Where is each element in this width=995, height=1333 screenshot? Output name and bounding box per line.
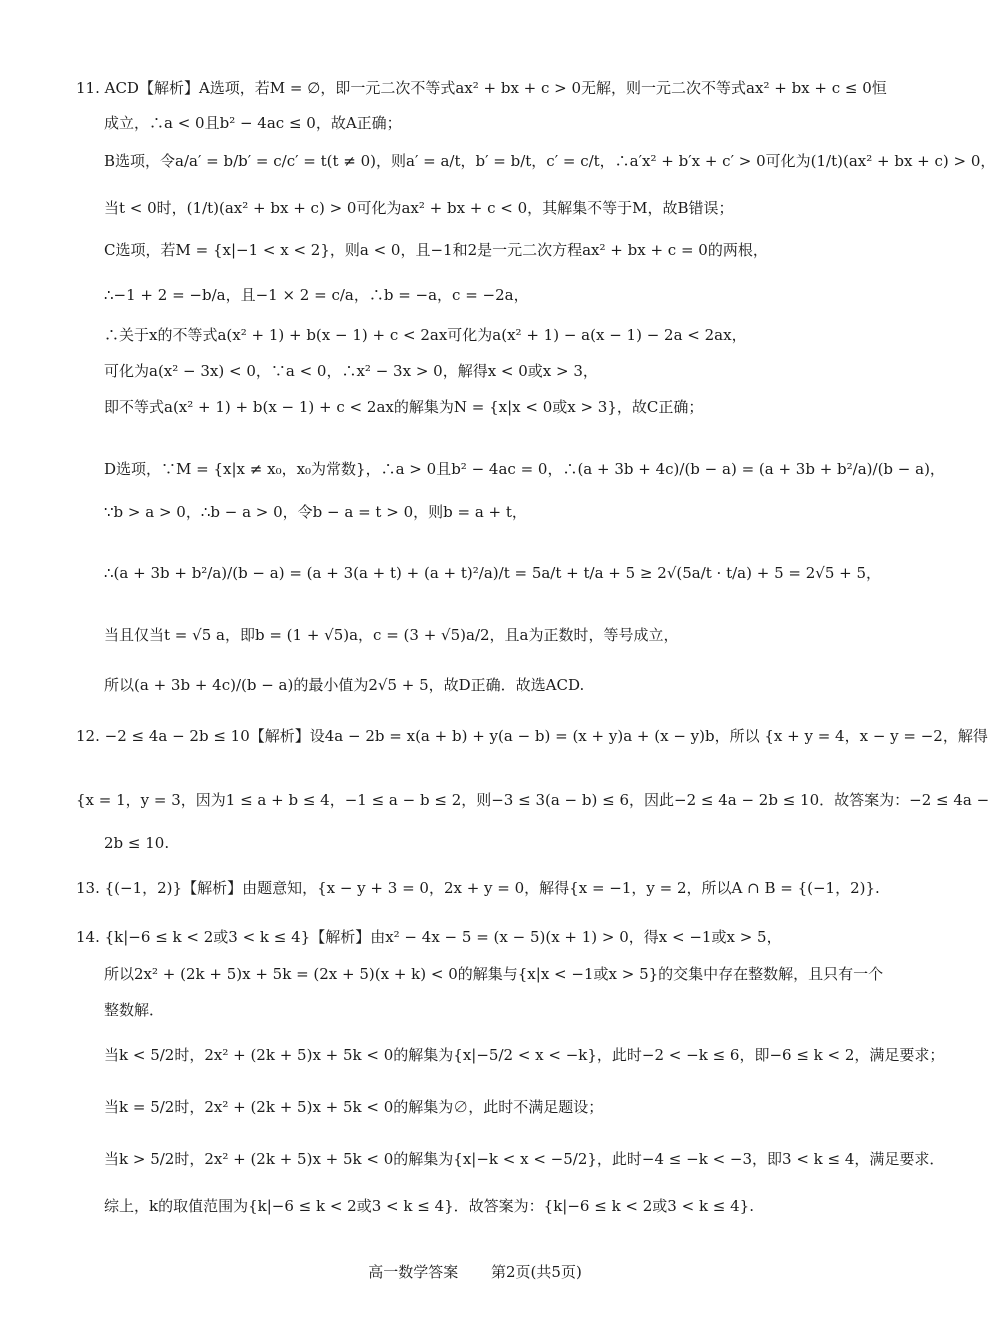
q11-line-4: 当t < 0时，(1/t)(ax² + bx + c) > 0可化为ax² + bx + c < 0，其解集不等于M，故B错误； [104,199,734,217]
q11-line-10: D选项，∵M = {x|x ≠ x₀，x₀为常数}，∴a > 0且b² − 4ac = 0，∴(a + 3b + 4c)/(b − a) = (a + 3b + b²/a)/(b − a)， [104,460,945,478]
q11-line-5: C选项，若M = {x|−1 < x < 2}，则a < 0，且−1和2是一元二次方程ax² + bx + c = 0的两根， [104,241,768,259]
q12-line-3: 2b ≤ 10. [104,834,170,852]
q14-line-3: 整数解． [104,1001,165,1019]
q14-line-4: 当k < 5/2时，2x² + (2k + 5)x + 5k < 0的解集为{x|−5/2 < x < −k}，此时−2 < −k ≤ 6，即−6 ≤ k < 2，满足要求； [104,1046,945,1064]
q11-line-9: 即不等式a(x² + 1) + b(x − 1) + c < 2ax的解集为N = {x|x < 0或x > 3}，故C正确； [104,398,704,416]
q11-line-7: ∴关于x的不等式a(x² + 1) + b(x − 1) + c < 2ax可化为a(x² + 1) − a(x − 1) − 2a < 2ax， [104,326,747,344]
q12-line-1: 12. −2 ≤ 4a − 2b ≤ 10【解析】设4a − 2b = x(a + b) + y(a − b) = (x + y)a + (x − y)b，所以 {x + y = 4，x − y = −2，解得 [76,727,988,745]
q11-line-14: 所以(a + 3b + 4c)/(b − a)的最小值为2√5 + 5，故D正确．故选ACD. [104,676,585,694]
q11-line-12: ∴(a + 3b + b²/a)/(b − a) = (a + 3(a + t) + (a + t)²/a)/t = 5a/t + t/a + 5 ≥ 2√(5a/t · t/a) + 5 = 2√5 + 5， [104,564,882,582]
footer-page-number: 第2页(共5页) [491,1263,582,1281]
q14-line-7: 综上，k的取值范围为{k|−6 ≤ k < 2或3 < k ≤ 4}．故答案为：{k|−6 ≤ k < 2或3 < k ≤ 4}. [104,1197,754,1215]
q12-line-2: {x = 1，y = 3，因为1 ≤ a + b ≤ 4，−1 ≤ a − b ≤ 2，则−3 ≤ 3(a − b) ≤ 6，因此−2 ≤ 4a − 2b ≤ 10．故答案为：−2 ≤ 4a − [76,791,990,809]
footer-title: 高一数学答案 [368,1263,459,1281]
q11-line-8: 可化为a(x² − 3x) < 0，∵a < 0，∴x² − 3x > 0，解得x < 0或x > 3， [104,362,598,380]
q11-line-11: ∵b > a > 0，∴b − a > 0，令b − a = t > 0，则b = a + t， [104,503,527,521]
q14-line-2: 所以2x² + (2k + 5)x + 5k = (2x + 5)(x + k) < 0的解集与{x|x < −1或x > 5}的交集中存在整数解，且只有一个 [104,965,884,983]
q11-line-2: 成立，∴a < 0且b² − 4ac ≤ 0，故A正确； [104,114,402,132]
q14-line-1: 14. {k|−6 ≤ k < 2或3 < k ≤ 4}【解析】由x² − 4x − 5 = (x − 5)(x + 1) > 0，得x < −1或x > 5， [76,928,782,946]
q11-line-6: ∴−1 + 2 = −b/a，且−1 × 2 = c/a，∴b = −a，c = −2a， [104,286,529,304]
q11-line-1: 11. ACD【解析】A选项，若M = ∅，即一元二次不等式ax² + bx + c > 0无解，则一元二次不等式ax² + bx + c ≤ 0恒 [76,79,887,97]
q14-line-6: 当k > 5/2时，2x² + (2k + 5)x + 5k < 0的解集为{x|−k < x < −5/2}，此时−4 ≤ −k < −3，即3 < k ≤ 4，满足要求． [104,1150,945,1168]
q11-line-3: B选项，令a/a′ = b/b′ = c/c′ = t(t ≠ 0)，则a′ = a/t，b′ = b/t，c′ = c/t，∴a′x² + b′x + c′ > 0可化为(1/t)(ax² + bx + c) > 0， [104,152,995,170]
q14-line-5: 当k = 5/2时，2x² + (2k + 5)x + 5k < 0的解集为∅，此时不满足题设； [104,1098,604,1116]
page-footer [0,1262,950,1282]
q13-line-1: 13. {(−1，2)}【解析】由题意知，{x − y + 3 = 0，2x + y = 0，解得{x = −1，y = 2，所以A ∩ B = {(−1，2)}. [76,879,880,897]
q11-line-13: 当且仅当t = √5 a，即b = (1 + √5)a，c = (3 + √5)a/2，且a为正数时，等号成立， [104,626,679,644]
